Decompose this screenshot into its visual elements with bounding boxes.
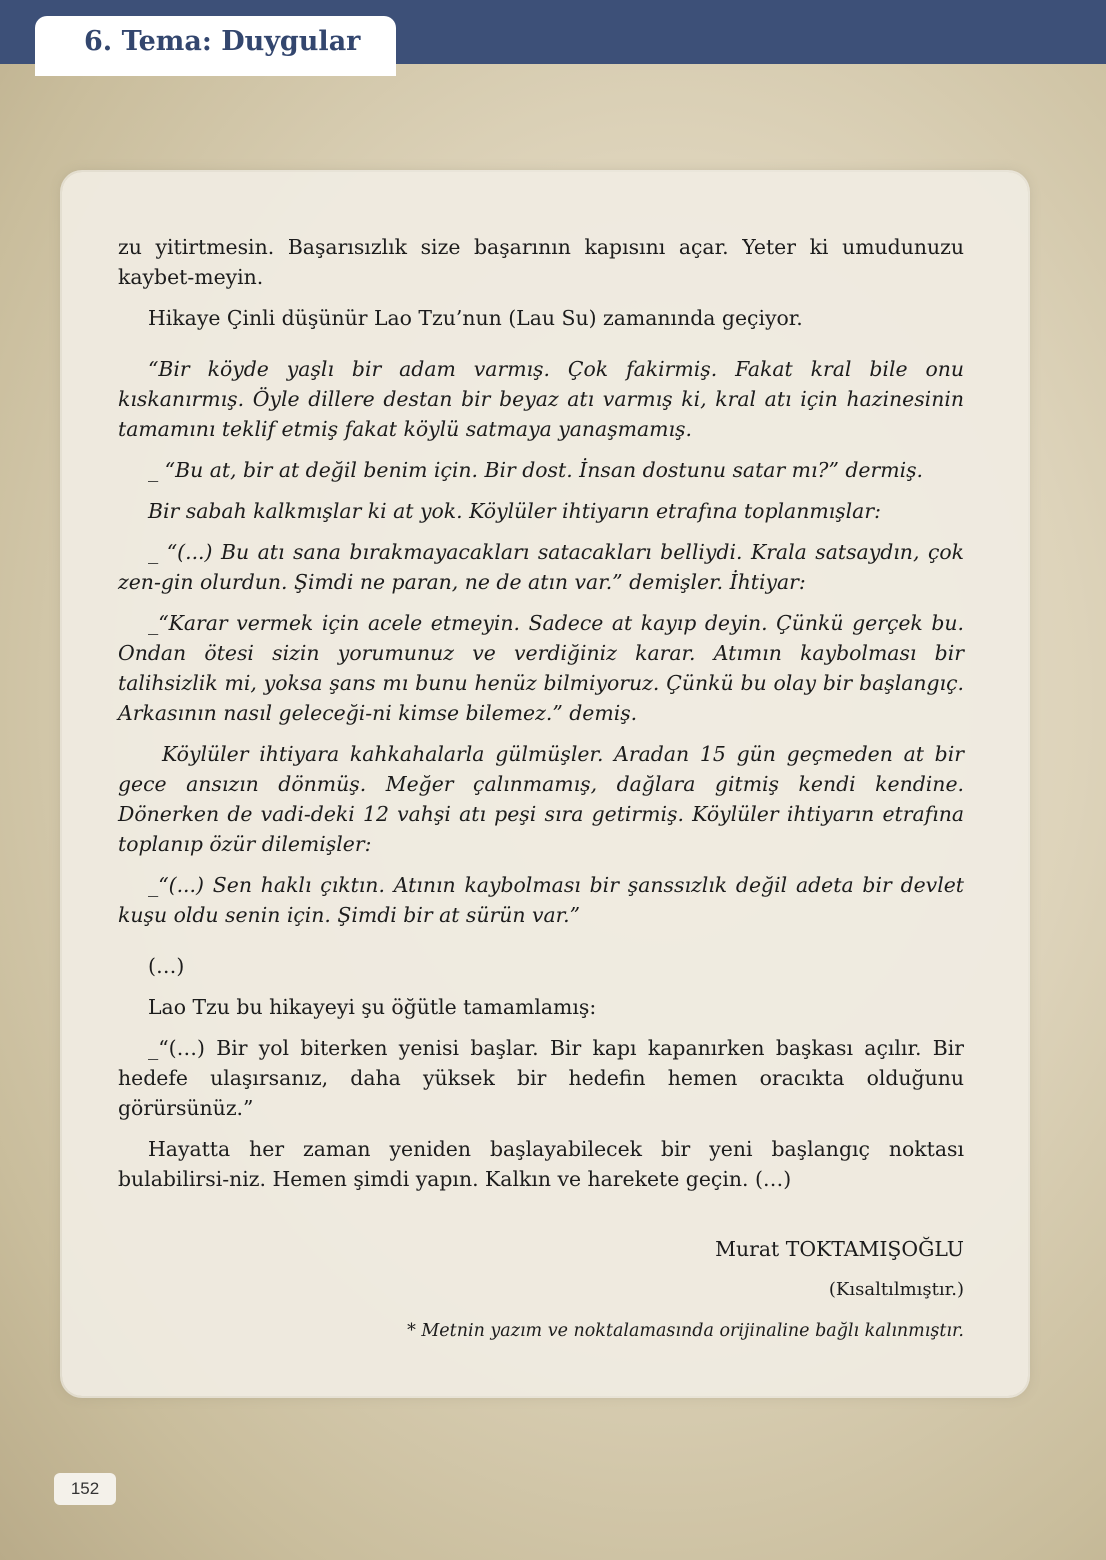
paragraph-5: Bir sabah kalkmışlar ki at yok. Köylüler ihtiyarın etrafına toplanmışlar: [148, 499, 881, 523]
author-name: Murat TOKTAMIŞOĞLU [715, 1237, 964, 1261]
paragraph-7: _“Karar vermek için acele etmeyin. Sadece at kayıp deyin. Çünkü gerçek bu. Ondan ötesi sizin yorumunuz ve verdiğiniz karar. Atımın kaybolması bir talihsizlik mi, yoksa şans mı bunu henüz bilmiyoruz. Çünkü bu olay bir başlangıç. Arkasının nasıl geleceği-ni kimse bilemez.” demiş. [118, 611, 964, 725]
paragraph-9: _“(...) Sen haklı çıktın. Atının kaybolması bir şanssızlık değil adeta bir devlet kuşu oldu senin için. Şimdi bir at sürün var.” [118, 873, 964, 927]
paragraph-3: “Bir köyde yaşlı bir adam varmış. Çok fakirmiş. Fakat kral bile onu kıskanırmış. Öyle dillere destan bir beyaz atı varmış ki, kral atı için hazinesinin tamamını teklif etmiş fakat köylü satmaya yanaşmamış. [118, 357, 964, 441]
paragraph-12: _“(…) Bir yol biterken yenisi başlar. Bir kapı kapanırken başkası açılır. Bir hedefe ulaşırsanız, daha yüksek bir hedefin hemen oracıkta olduğunu görürsünüz.” [118, 1036, 964, 1120]
paragraph-11: Lao Tzu bu hikayeyi şu öğütle tamamlamış: [148, 995, 597, 1019]
paragraph-2: Hikaye Çinli düşünür Lao Tzu’nun (Lau Su) zamanında geçiyor. [148, 306, 803, 330]
paragraph-8: Köylüler ihtiyara kahkahalarla gülmüşler. Aradan 15 gün geçmeden at bir gece ansızın dönmüş. Meğer çalınmamış, dağlara gitmiş kendi kendine. Dönerken de vadi-deki 12 vahşi atı peşi sıra getirmiş. Köylüler ihtiyarın etrafına toplanıp özür dilemişler: [118, 742, 964, 856]
paragraph-6: _ “(...) Bu atı sana bırakmayacakları satacakları belliydi. Krala satsaydın, çok zen-gin olurdun. Şimdi ne paran, ne de atın var.” demişler. İhtiyar: [118, 540, 964, 594]
paragraph-1: zu yitirtmesin. Başarısızlık size başarının kapısını açar. Yeter ki umudunuzu kaybet-meyin. [118, 235, 964, 289]
spelling-note: * Metnin yazım ve noktalamasında orijinaline bağlı kalınmıştır. [407, 1321, 964, 1341]
paragraph-13: Hayatta her zaman yeniden başlayabilecek bir yeni başlangıç noktası bulabilirsi-niz. Hemen şimdi yapın. Kalkın ve harekete geçin. (…) [118, 1137, 964, 1191]
reading-text [118, 232, 964, 1357]
page-number: 152 [54, 1473, 116, 1505]
chapter-title: 6. Tema: Duygular [84, 26, 361, 57]
abridged-note: (Kısaltılmıştır.) [828, 1279, 964, 1300]
paragraph-4: _ “Bu at, bir at değil benim için. Bir dost. İnsan dostunu satar mı?” dermiş. [148, 458, 924, 482]
paragraph-10: (…) [148, 954, 185, 978]
